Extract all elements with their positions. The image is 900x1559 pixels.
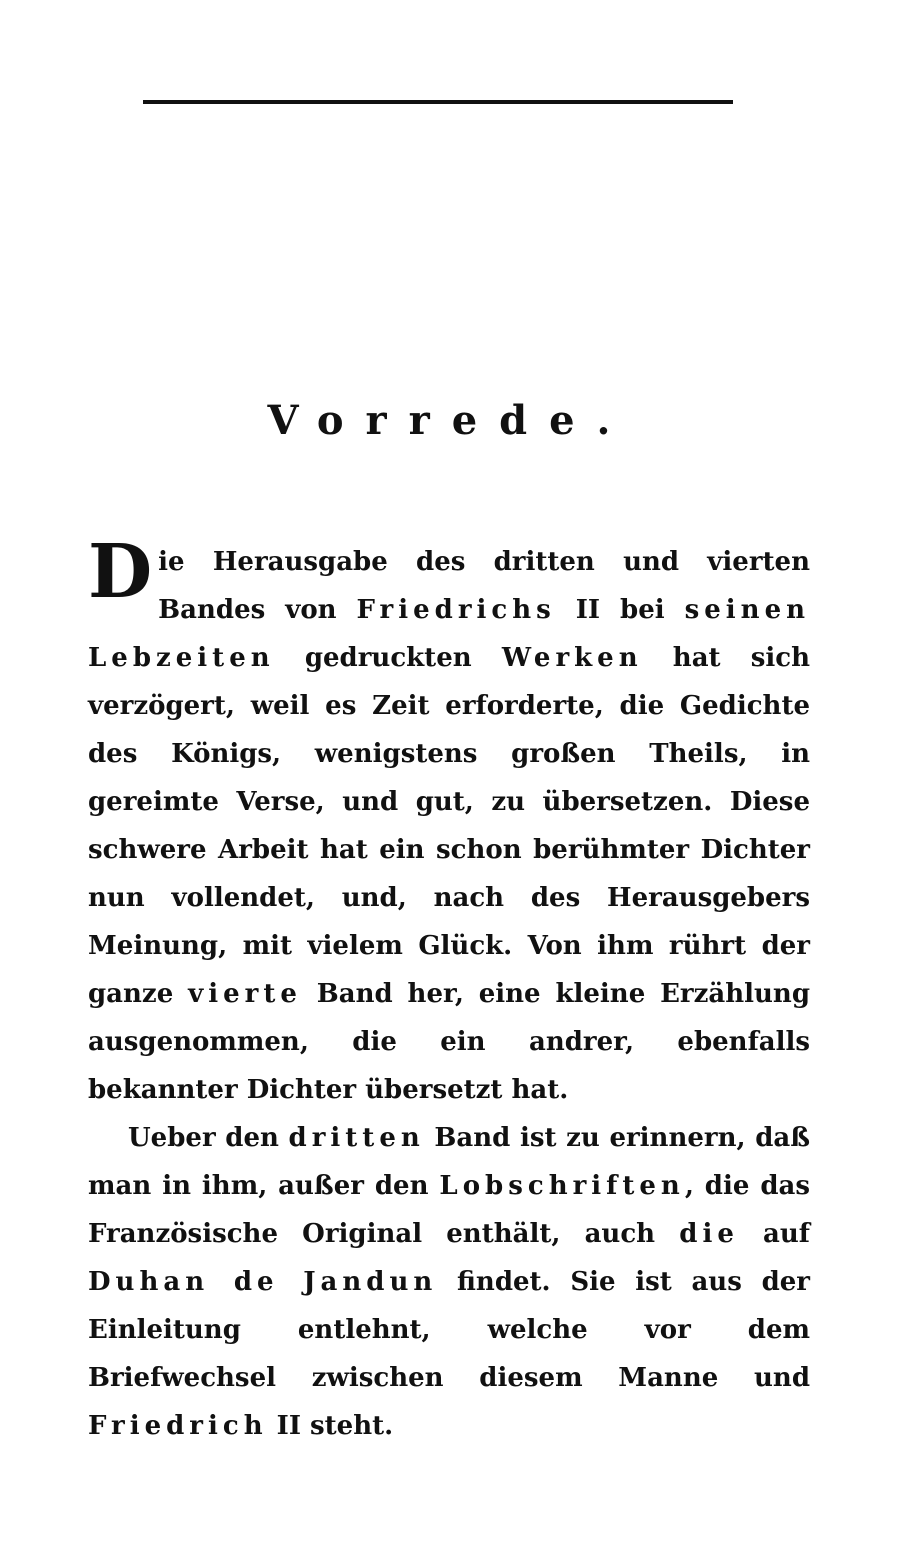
p1-text-4: hat sich verzögert, weil es Zeit erforderte, die Gedichte des Königs, wenigstens großen Theils, in gereimte Verse, und gut, zu übersetzen. Diese schwere Arbeit hat ein schon berühmter Dichter nun vollendet, und, nach des Herausgebers Meinung, mit vielem Glück. Von ihm rührt der ganze bbox=[88, 643, 810, 1009]
p1-emphasis-lebzeiten: seinen Lebzeiten bbox=[88, 595, 811, 673]
p1-text-2: II bei bbox=[555, 595, 685, 625]
p1-emphasis-vierte: vierte bbox=[188, 979, 302, 1009]
p2-emphasis-duhan: Duhan de Jandun bbox=[88, 1267, 438, 1297]
p1-emphasis-werken: Werken bbox=[501, 643, 643, 673]
p2-text-6: II steht. bbox=[267, 1411, 394, 1441]
body-text bbox=[88, 529, 811, 1450]
paragraph-1 bbox=[88, 529, 811, 1114]
p1-text-3: gedruckten bbox=[274, 643, 502, 673]
header-rule bbox=[143, 100, 733, 104]
p1-text-1: ie Herausgabe des dritten und vierten Bandes von bbox=[158, 547, 810, 625]
page-title: Vorrede. bbox=[267, 396, 633, 444]
p2-emphasis-friedrich: Friedrich bbox=[88, 1411, 268, 1441]
p1-emphasis-friedrichs: Friedrichs bbox=[356, 595, 556, 625]
p2-emphasis-die: die bbox=[679, 1219, 739, 1249]
p2-emphasis-lobschriften: Lobschriften bbox=[439, 1171, 685, 1201]
p1-text-5: Band her, eine kleine Erzählung ausgenommen, die ein andrer, ebenfalls bekannter Dichter übersetzt hat. bbox=[88, 979, 811, 1105]
p2-text-5: findet. Sie ist aus der Einleitung entlehnt, welche vor dem Briefwechsel zwischen diesem Manne und bbox=[88, 1267, 810, 1393]
p2-text-3: , die das Französische Original enthält, auch bbox=[88, 1171, 810, 1249]
p2-text-4: auf bbox=[738, 1219, 810, 1249]
drop-cap: D bbox=[88, 529, 153, 615]
p2-text-2: Band ist zu erinnern, daß man in ihm, außer den bbox=[88, 1123, 810, 1201]
p2-emphasis-dritten: dritten bbox=[288, 1123, 425, 1153]
p2-text-1: Ueber den bbox=[128, 1123, 289, 1153]
paragraph-2 bbox=[88, 1114, 810, 1450]
